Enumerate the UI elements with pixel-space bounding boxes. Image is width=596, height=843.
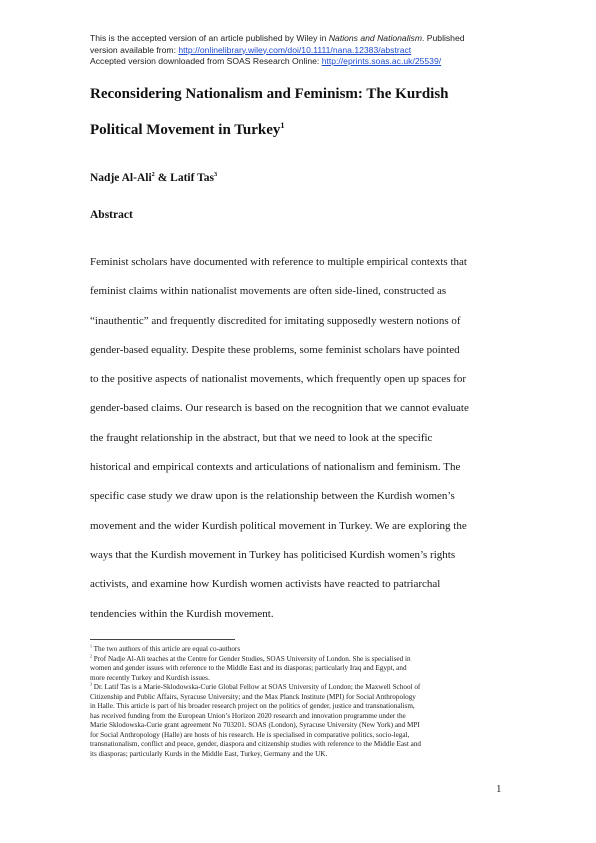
abstract-line: ways that the Kurdish movement in Turkey has politicised Kurdish women’s rights bbox=[90, 548, 456, 561]
notice-line-2 bbox=[90, 45, 530, 57]
footnote-3 bbox=[90, 683, 520, 693]
author-list bbox=[90, 172, 217, 184]
footnote-separator bbox=[90, 639, 235, 640]
footnote-3-cont: transnationalism, conflict and peace, gender, diaspora and citizenship studies with reference to the Middle East and bbox=[90, 740, 422, 748]
abstract-line: gender-based equality. Despite these problems, some feminist scholars have pointed bbox=[90, 343, 460, 356]
abstract-line: feminist claims within nationalist movements are often side-lined, constructed as bbox=[90, 285, 447, 298]
footnote-mark[interactable]: 2 bbox=[151, 171, 155, 179]
abstract-line: to the positive aspects of nationalist movements, which frequently open up spaces for bbox=[90, 373, 467, 386]
abstract-body bbox=[90, 248, 510, 629]
abstract-line: activists, and examine how Kurdish women activists have reacted to patriarchal bbox=[90, 578, 441, 591]
notice-text: Accepted version downloaded from SOAS Research Online: bbox=[90, 56, 322, 67]
footnote-1 bbox=[90, 645, 520, 655]
footnote-number: 3 bbox=[90, 681, 92, 687]
abstract-line: “inauthentic” and frequently discredited for imitating supposedly western notions of bbox=[90, 314, 461, 327]
abstract-line: Feminist scholars have documented with reference to multiple empirical contexts that bbox=[90, 256, 467, 268]
author-name: Latif Tas bbox=[170, 172, 214, 184]
abstract-line: tendencies within the Kurdish movement. bbox=[90, 607, 274, 620]
abstract-heading: Abstract bbox=[90, 209, 133, 221]
footnote-text: Dr. Latif Tas is a Marie-Sklodowska-Curie Global Fellow at SOAS University of London; the Maxwell School of bbox=[91, 683, 421, 691]
footnote-2-cont: more recently Turkey and Kurdish issues. bbox=[90, 673, 210, 682]
author-name: Nadje Al-Ali bbox=[90, 172, 152, 184]
footnote-3-cont: for Social Anthropology (Halle) are hosts of his research. He is specialised in comparative politics, socio-legal, bbox=[90, 730, 410, 739]
notice-text: This is the accepted version of an article published by Wiley in bbox=[90, 33, 329, 43]
footnote-2 bbox=[90, 655, 520, 665]
footnotes bbox=[90, 645, 520, 759]
footnote-3-cont: its diasporas; particularly Kurds in the Middle East, Turkey, Germany and the UK. bbox=[90, 749, 328, 758]
footnote-3-cont: Citizenship and Public Affairs, Syracuse University; and the Max Planck Institute (MPI) for Social Anthropology bbox=[90, 692, 416, 701]
published-version-link[interactable]: http://onlinelibrary.wiley.com/doi/10.1111/nana.12383/abstract bbox=[178, 44, 412, 55]
abstract-line: specific case study we draw upon is the relationship between the Kurdish women’s bbox=[90, 490, 455, 503]
footnote-3-cont: in Halle. This article is part of his broader research project on the politics of gender, justice and transnationalism, bbox=[90, 702, 415, 710]
page-number: 1 bbox=[496, 783, 502, 795]
notice-line-1 bbox=[90, 33, 530, 45]
footnote-2-cont: women and gender issues with reference to the Middle East and its diasporas; particularly Iraq and Egypt, and bbox=[90, 664, 407, 672]
title-line-2 bbox=[90, 122, 285, 139]
journal-name: Nations and Nationalism bbox=[328, 33, 422, 43]
abstract-line: gender-based claims. Our research is based on the recognition that we cannot evaluate bbox=[90, 402, 469, 415]
footnote-number: 1 bbox=[90, 643, 92, 649]
footnote-mark[interactable]: 3 bbox=[213, 171, 218, 179]
abstract-line: historical and empirical contexts and articulations of nationalism and feminism. The bbox=[90, 461, 461, 474]
footnote-text: Prof Nadje Al-Ali teaches at the Centre for Gender Studies, SOAS University of London. She is specialised in bbox=[91, 654, 411, 663]
eprint-link[interactable]: http://eprints.soas.ac.uk/25539/ bbox=[321, 56, 442, 67]
footnote-number: 2 bbox=[90, 653, 92, 659]
footnote-3-cont: has received funding from the European Union’s Horizon 2020 research and innovation programme under the bbox=[90, 711, 406, 720]
title-line-1: Reconsidering Nationalism and Feminism: The Kurdish bbox=[90, 86, 449, 102]
abstract-line: movement and the wider Kurdish political movement in Turkey. We are exploring the bbox=[90, 519, 467, 532]
author-separator: & bbox=[154, 172, 171, 184]
footnote-text: The two authors of this article are equal co-authors bbox=[91, 645, 241, 653]
title-text: Political Movement in Turkey bbox=[90, 122, 281, 138]
abstract-line: the fraught relationship in the abstract, but that we need to look at the specific bbox=[90, 431, 433, 444]
footnote-3-cont: Marie Sklodowska-Curie grant agreement No 703201. SOAS (London), Syracuse University (New York) and MPI bbox=[90, 721, 420, 729]
notice-text: version available from: bbox=[90, 44, 179, 55]
footnote-mark[interactable]: 1 bbox=[280, 121, 285, 130]
publication-notice bbox=[90, 33, 530, 68]
notice-text: . Published bbox=[422, 33, 465, 43]
notice-line-3 bbox=[90, 56, 530, 68]
